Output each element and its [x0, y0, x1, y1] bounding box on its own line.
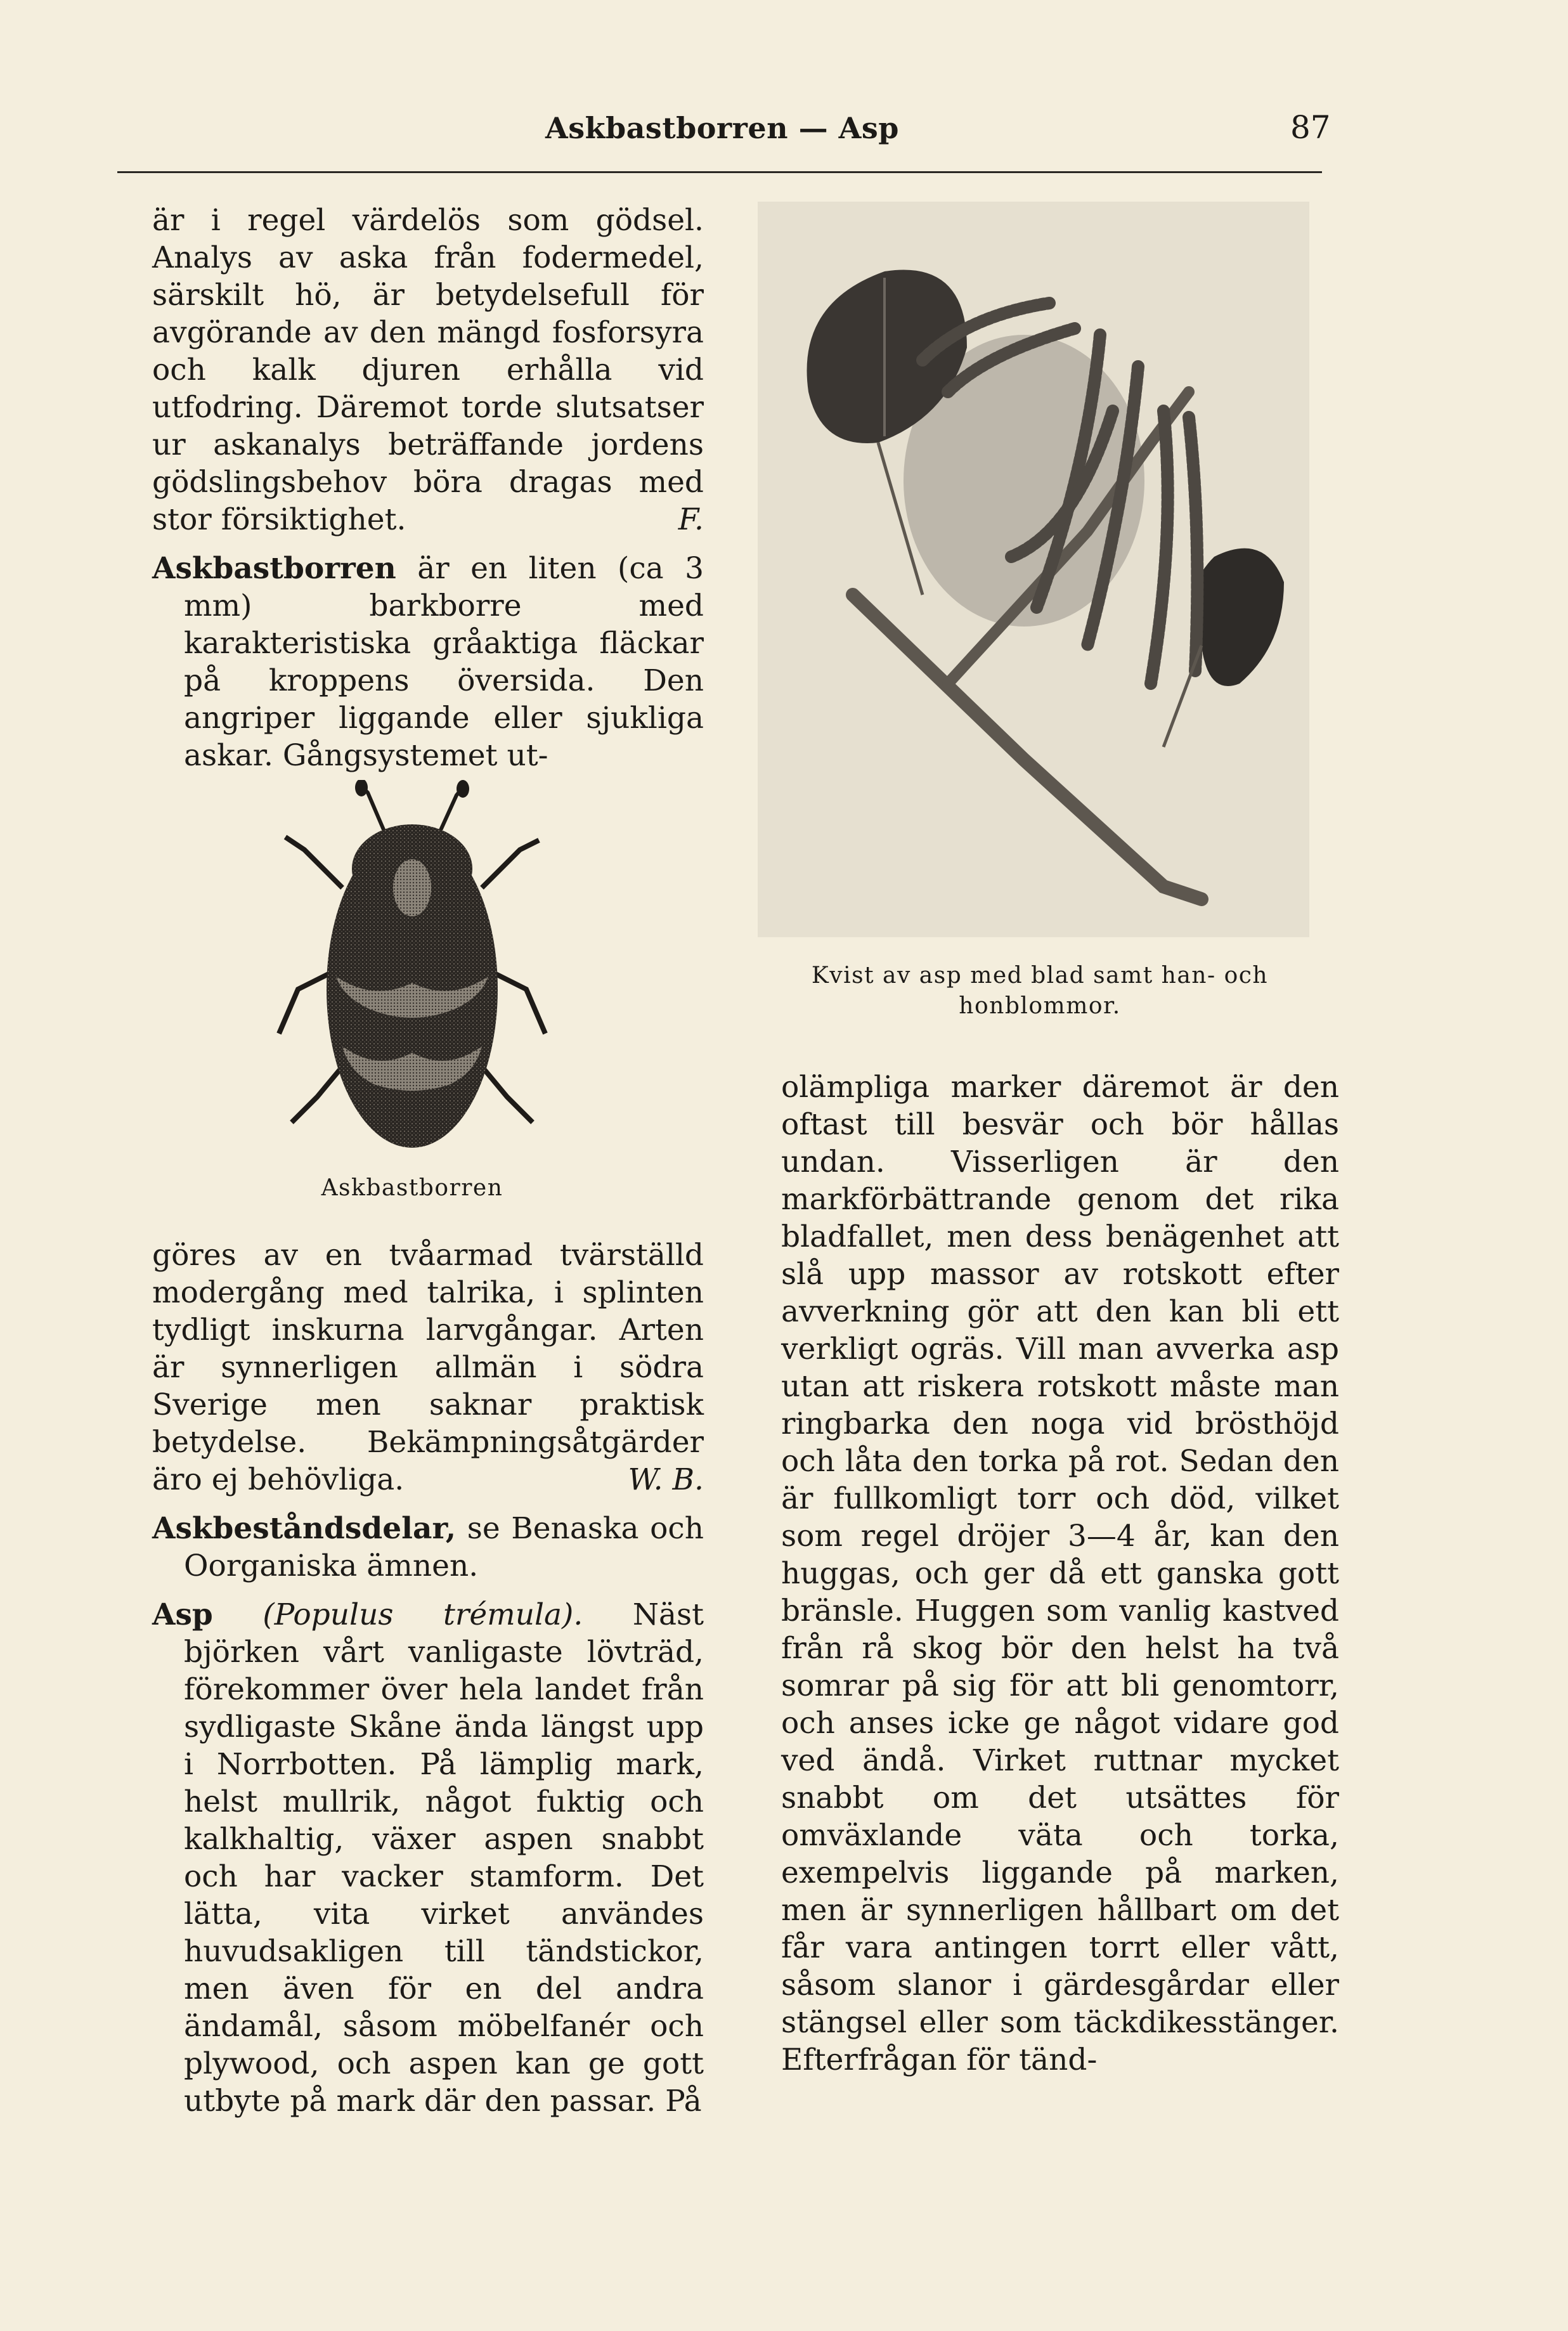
paragraph-text: göres av en tvåarmad tvärställd modergång med talrika, i splinten tydligt inskurna larvgångar. Arten är synnerligen allmän i södra Sverige men saknar praktisk betydelse. Bekämpningsåtgärder äro ej behövliga.: [152, 1238, 704, 1497]
left-column-top: [152, 202, 704, 774]
right-column: [781, 1068, 1339, 2079]
entry-text: se Benaska och Oorganiska ämnen.: [184, 1511, 704, 1583]
author-signature: W. B.: [628, 1462, 704, 1497]
entry-askbastborren: [152, 550, 704, 774]
paragraph-continued: [152, 202, 704, 538]
paragraph-continued: [152, 1237, 704, 1498]
beetle-caption: Askbastborren: [321, 1175, 503, 1201]
entry-text: Näst björken vårt vanligaste lövträd, förekommer över hela landet från sydligaste Skåne ända längst upp i Norrbotten. På lämplig mark, helst mullrik, något fuktig och kalkhaltig, växer aspen snabbt och har vacker stamform. Det lätta, vita virket användes huvudsakligen till tändstickor, men även för en del andra ändamål, såsom möbelfanér och plywood, och aspen kan ge gott utbyte på mark där den passar. På: [184, 1597, 704, 2119]
author-signature: F.: [678, 502, 704, 537]
aspen-caption: Kvist av asp med blad samt han- och honblommor.: [811, 963, 1269, 1019]
aspen-illustration: [758, 202, 1309, 937]
latin-name: (Populus trémula).: [262, 1597, 583, 1632]
paragraph-continued: olämpliga marker däremot är den oftast till besvär och bör hållas undan. Visserligen är den markförbättrande genom det rika bladfallet, men dess benägenhet att slå upp massor av rotskott efter avverkning gör att den kan bli ett verkligt ogräs. Vill man avverka asp utan att riskera rotskott måste man ringbarka den noga vid brösthöjd och låta den torka på rot. Sedan den är fullkomligt torr och död, vilket som regel dröjer 3—4 år, kan den huggas, och ger då ett ganska gott bränsle. Huggen som vanlig kastved från rå skog bör den helst ha två somrar på sig för att bli genomtorr, och anses icke ge något vidare god ved ändå. Virket ruttnar mycket snabbt om det utsättes för omväxlande väta och torka, exempelvis liggande på marken, men är synnerligen hållbart om det får vara antingen torrt eller vått, såsom slanor i gärdesgårdar eller stängsel eller som täckdikesstänger. Efterfrågan för tänd-: [781, 1070, 1339, 2077]
page-number: 87: [1290, 109, 1331, 146]
entry-headword: Askbeståndsdelar,: [152, 1511, 457, 1546]
entry-headword: Asp: [152, 1597, 213, 1632]
beetle-illustration: [266, 780, 558, 1160]
entry-askbestandsdelar: [152, 1510, 704, 1585]
running-head: Askbastborren — Asp: [545, 111, 899, 145]
aspen-twig-drawing: [758, 202, 1309, 937]
header-rule: [117, 171, 1322, 173]
entry-headword: Askbastborren: [152, 551, 396, 586]
left-column-bottom: [152, 1237, 704, 2120]
entry-text: är en liten (ca 3 mm) barkborre med karakteristiska gråaktiga fläckar på kroppens översida. Den angriper liggande eller sjukliga askar. Gångsystemet ut-: [184, 551, 704, 773]
paragraph-text: är i regel värdelös som gödsel. Analys av aska från fodermedel, särskilt hö, är betydelsefull för avgörande av den mängd fosforsyra och kalk djuren erhålla vid utfodring. Däremot torde slutsatser ur askanalys beträffande jordens gödslingsbehov böra dragas med stor försiktighet.: [152, 203, 704, 537]
beetle-drawing: [266, 780, 558, 1160]
entry-asp: [152, 1596, 704, 2120]
